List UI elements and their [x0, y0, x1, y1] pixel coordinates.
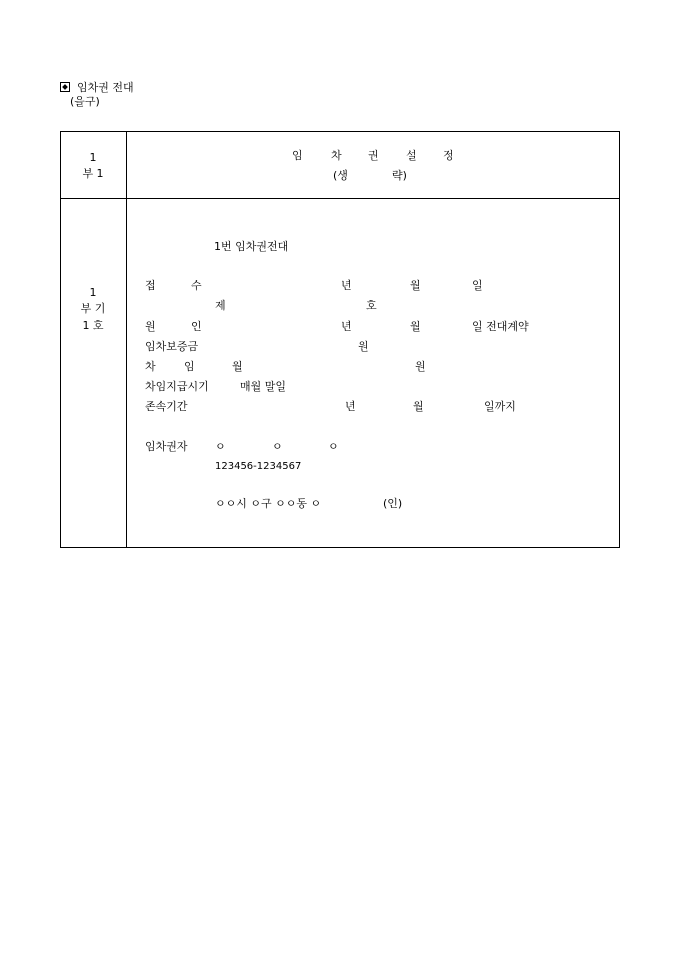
lessee-name-char: ㅇ [272, 440, 283, 453]
receipt-label-char: 접 [145, 279, 156, 292]
payment-time-label: 차임지급시기 [145, 380, 209, 393]
receipt-day: 일 [472, 279, 483, 292]
deposit-unit: 원 [358, 340, 369, 353]
duration-month: 월 [413, 400, 424, 413]
receipt-no-prefix: 제 [215, 299, 226, 312]
cause-day-contract: 일 전대계약 [472, 320, 529, 333]
cause-year: 년 [341, 320, 352, 333]
lessee-id-number: 123456-1234567 [215, 461, 302, 472]
receipt-month: 월 [410, 279, 421, 292]
rent-label-char: 임 [184, 360, 195, 373]
deposit-label: 임차보증금 [145, 340, 199, 353]
row1-number: 1 [89, 151, 97, 164]
payment-time-value: 매월 말일 [240, 380, 287, 393]
row1-rank: 부 1 [82, 167, 104, 180]
row1-heading-char: 임 [292, 149, 303, 162]
row1-omitted-open: (생 [333, 169, 348, 182]
rent-unit: 원 [415, 360, 426, 373]
row1-heading-char: 권 [368, 149, 379, 162]
entry-title: 1번 임차권전대 [214, 240, 289, 253]
cause-label-char: 인 [191, 320, 202, 333]
lessee-seal: (인) [383, 497, 403, 510]
section-title: 임차권 전대 [77, 81, 134, 94]
diamond-bullet-icon [60, 82, 70, 92]
duration-year: 년 [345, 400, 356, 413]
row2-number: 1 [89, 286, 97, 299]
row1-heading-char: 차 [331, 149, 342, 162]
receipt-year: 년 [341, 279, 352, 292]
column-divider [126, 131, 127, 548]
duration-until: 일까지 [484, 400, 516, 413]
lessee-label: 임차권자 [145, 440, 188, 453]
receipt-no-suffix: 호 [366, 299, 377, 312]
register-table [60, 131, 620, 548]
duration-label: 존속기간 [145, 400, 188, 413]
row1-heading-char: 정 [443, 149, 454, 162]
receipt-label-char: 수 [191, 279, 202, 292]
cause-label-char: 원 [145, 320, 156, 333]
cause-month: 월 [410, 320, 421, 333]
rent-label-char: 월 [232, 360, 243, 373]
lessee-name-char: ㅇ [215, 440, 226, 453]
row-divider [60, 198, 620, 199]
row2-rank-no: 1 호 [82, 319, 104, 332]
lessee-address: ㅇㅇ시 ㅇ구 ㅇㅇ동 ㅇ [215, 497, 322, 510]
rent-label-char: 차 [145, 360, 156, 373]
row1-heading-char: 설 [406, 149, 417, 162]
row2-rank: 부 기 [80, 302, 106, 315]
lessee-name-char: ㅇ [328, 440, 339, 453]
section-subtitle: (을구) [70, 95, 100, 108]
row1-omitted-close: 략) [392, 169, 407, 182]
